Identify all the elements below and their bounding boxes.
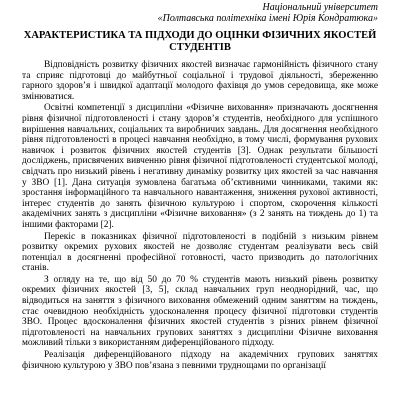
body-paragraph-3: Перекіс в показниках фізичної підготовленості в подібній з низьким рівнем розвитку окремих рухових якостей не дозволяє студентам реалізувати весь свій потенціал в досягненні професійної готовності, часто призводить до патологічних станів. — [22, 231, 378, 274]
body-paragraph-2: Освітні компетенції з дисципліни «Фізичне виховання» призначають досягнення рівня фізичної підготовленості і стану здоров’я студентів, необхідного для успішного вирішення навчальних, соціальних та виробничих завдань. Для досягнення необхідного рівня підготовленості в процесі навчання необхідно, в тому числі, формування рухових навичок і розвиток фізичних якостей студентів [3]. Однак результати більшості досліджень, присвячених вивченню рівня фізичної підготовленості студентської молоді, свідчать про низький рівень і негативну динаміку розвитку цих якостей за час навчання у ЗВО [1]. Дана ситуація зумовлена багатьма об’єктивними чинниками, такими як: зростання інформаційного та навчального навантаження, зниження рухової активності, інтерес студентів до занять фізичною культурою і спортом, скорочення кількості академічних занять з дисципліни «Фізичне виховання» (з 2 занять на тиждень до 1) та іншими факторами [2]. — [22, 103, 378, 230]
paper-body — [22, 60, 378, 372]
title-line-2: СТУДЕНТІВ — [169, 42, 231, 53]
affiliation-line-2: «Полтавська політехніка імені Юрія Кондратюка» — [157, 13, 378, 24]
body-paragraph-5: Реалізація диференційованого підходу на академічних групових заняттях фізичною культурою у ЗВО пов’язана з певними труднощами по організації — [22, 350, 378, 371]
body-paragraph-4: З огляду на те, що від 50 до 70 % студентів мають низький рівень розвитку окремих фізичних якостей [3, 5], склад навчальних груп неоднорідний, час, що відводиться на заняття з фізичного виховання обмежений одним заняттям на тиждень, стає очевидною необхідність удосконалення процесу фізичної підготовки студентів ЗВО. Процес вдосконалення фізичних якостей студентів з різних рівнем фізичної підготовленості на навчальних групових заняттях з дисципліни Фізичне виховання можливий тільки з використанням диференційованого підходу. — [22, 274, 378, 349]
paper-title — [20, 30, 380, 54]
title-line-1: ХАРАКТЕРИСТИКА ТА ПІДХОДИ ДО ОЦІНКИ ФІЗИЧНИХ ЯКОСТЕЙ — [23, 30, 377, 41]
body-paragraph-1: Відповідність розвитку фізичних якостей визначає гармонійність фізичного стану та сприяє підготовці до майбутньої соціальної і трудової діяльності, збереженню гарного здоров’я і швидкої адаптації молодого фахівця до умов середовища, яке може змінюватися. — [22, 60, 378, 102]
affiliation-line-1: Національний університет — [262, 2, 378, 13]
author-affiliation — [38, 2, 378, 24]
